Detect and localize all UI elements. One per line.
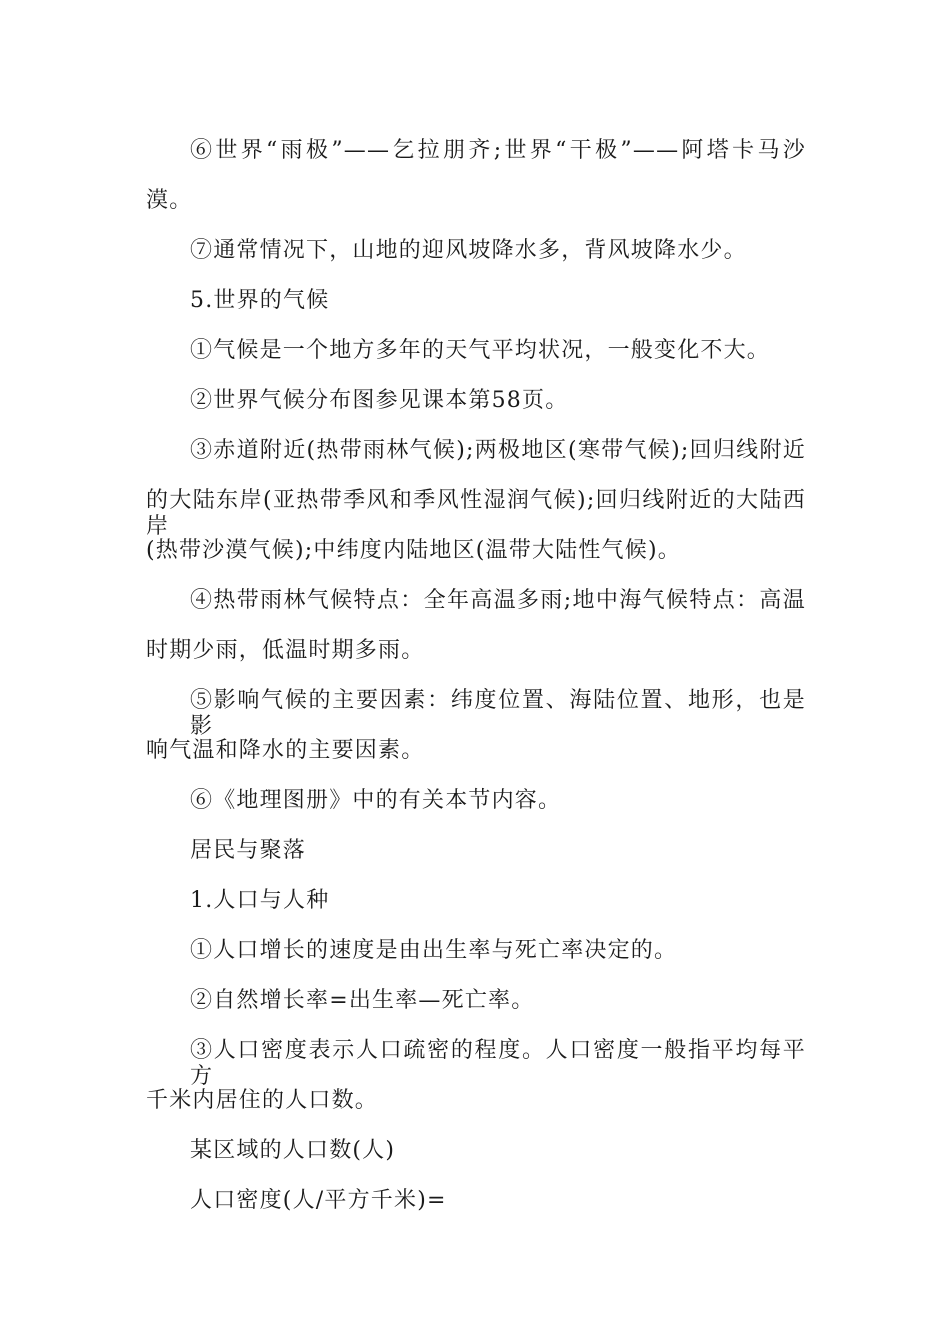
paragraph-line: ⑥《地理图册》中的有关本节内容。 xyxy=(190,788,562,813)
paragraph-line: ④热带雨林气候特点：全年高温多雨;地中海气候特点：高温 xyxy=(190,588,806,613)
section-heading: 1.人口与人种 xyxy=(190,888,330,913)
paragraph-line: ⑦通常情况下，山地的迎风坡降水多，背风坡降水少。 xyxy=(190,238,747,263)
paragraph-line: ①人口增长的速度是由出生率与死亡率决定的。 xyxy=(190,938,678,963)
section-heading: 居民与聚落 xyxy=(190,838,307,863)
paragraph-line: ②自然增长率=出生率—死亡率。 xyxy=(190,988,535,1013)
paragraph-line: ⑥世界“雨极”——乞拉朋齐;世界“干极”——阿塔卡马沙 xyxy=(190,138,806,163)
section-heading: 5.世界的气候 xyxy=(190,288,330,313)
paragraph-line: 时期少雨，低温时期多雨。 xyxy=(146,638,425,663)
paragraph-line: (热带沙漠气候);中纬度内陆地区(温带大陆性气候)。 xyxy=(146,538,681,563)
paragraph-line: 响气温和降水的主要因素。 xyxy=(146,738,425,763)
paragraph-line: 千米内居住的人口数。 xyxy=(146,1088,379,1113)
formula-numerator: 某区域的人口数(人) xyxy=(190,1138,396,1163)
paragraph-line: ③人口密度表示人口疏密的程度。人口密度一般指平均每平方 xyxy=(190,1038,806,1089)
paragraph-line: 的大陆东岸(亚热带季风和季风性湿润气候);回归线附近的大陆西岸 xyxy=(146,488,806,539)
formula-line: 人口密度(人/平方千米)= xyxy=(190,1188,447,1213)
paragraph-line: ①气候是一个地方多年的天气平均状况，一般变化不大。 xyxy=(190,338,771,363)
paragraph-line: ③赤道附近(热带雨林气候);两极地区(寒带气候);回归线附近 xyxy=(190,438,806,463)
paragraph-line: ②世界气候分布图参见课本第58页。 xyxy=(190,388,569,413)
paragraph-line: 漠。 xyxy=(146,188,193,213)
paragraph-line: ⑤影响气候的主要因素：纬度位置、海陆位置、地形，也是影 xyxy=(190,688,806,739)
